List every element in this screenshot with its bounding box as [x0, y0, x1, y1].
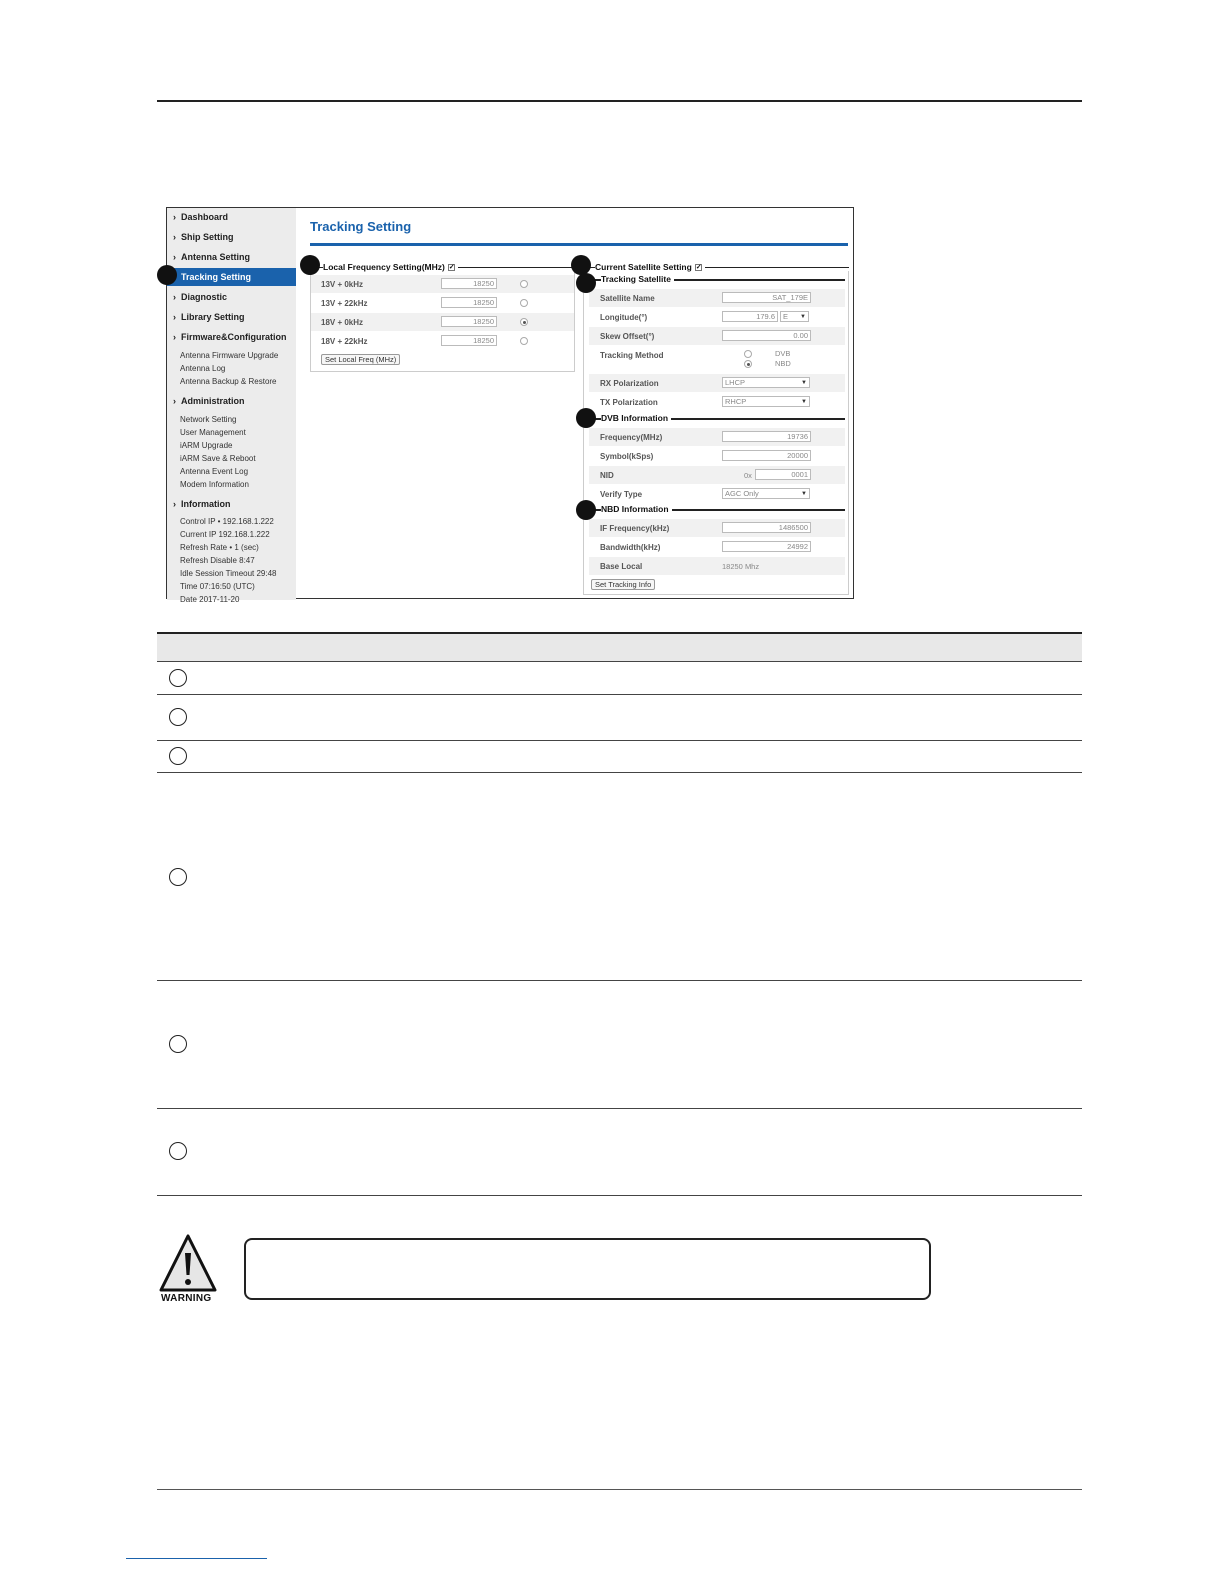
info-line: Refresh Rate • 1 (sec): [180, 543, 259, 552]
rx-polarization-row: RX Polarization LHCP ▼: [589, 374, 845, 392]
header-rule: [157, 100, 1082, 102]
sidebar-item-antenna-setting[interactable]: › Antenna Setting: [167, 248, 296, 266]
local-freq-row: 13V + 22kHz 18250: [311, 294, 574, 312]
tx-polarization-row: TX Polarization RHCP ▼: [589, 393, 845, 411]
local-freq-title: Local Frequency Setting(MHz) ✓: [323, 262, 458, 272]
chevron-right-icon: ›: [173, 232, 176, 242]
sidebar-subitem[interactable]: Network Setting: [180, 415, 237, 424]
sidebar: [167, 208, 296, 604]
tracking-method-row: Tracking Method DVB NBD: [600, 349, 791, 368]
nbd-base-local-row: Base Local 18250 Mhz: [589, 557, 845, 575]
caret-down-icon: ▼: [801, 491, 807, 497]
nbd-bandwidth-row: Bandwidth(kHz) 24992: [589, 538, 845, 556]
chevron-right-icon: ›: [173, 292, 176, 302]
row-number-circle: [169, 868, 187, 886]
footer-rule: [157, 1489, 1082, 1490]
sidebar-item-ship-setting[interactable]: › Ship Setting: [167, 228, 296, 246]
longitude-direction-select[interactable]: E ▼: [780, 311, 809, 322]
local-freq-radio[interactable]: [520, 280, 528, 288]
table-row-divider: [157, 1108, 1082, 1109]
row-number-circle: [169, 669, 187, 687]
sidebar-item-library-setting[interactable]: › Library Setting: [167, 308, 296, 326]
info-line: Refresh Disable 8:47: [180, 556, 255, 565]
skew-row: Skew Offset(°) 0.00: [589, 327, 845, 345]
chevron-right-icon: ›: [173, 212, 176, 222]
table-row-divider: [157, 980, 1082, 981]
set-tracking-info-button[interactable]: Set Tracking Info: [591, 579, 655, 590]
chevron-right-icon: ›: [173, 396, 176, 406]
current-sat-title: Current Satellite Setting ✓: [595, 262, 705, 272]
local-freq-input[interactable]: 18250: [441, 335, 497, 346]
dvb-verify-select[interactable]: AGC Only ▼: [722, 488, 810, 499]
tx-polarization-select[interactable]: RHCP ▼: [722, 396, 810, 407]
sidebar-subitem[interactable]: Modem Information: [180, 480, 249, 489]
row-number-circle: [169, 747, 187, 765]
local-freq-row: 13V + 0kHz 18250: [311, 275, 574, 293]
nbd-information-title: NBD Information: [601, 504, 672, 514]
table-row-divider: [157, 772, 1082, 773]
current-sat-fieldset: [583, 271, 849, 595]
sidebar-item-diagnostic[interactable]: › Diagnostic: [167, 288, 296, 306]
dvb-symbol-row: Symbol(kSps) 20000: [589, 447, 845, 465]
sidebar-subitem[interactable]: User Management: [180, 428, 246, 437]
row-number-circle: [169, 1035, 187, 1053]
callout-marker: [157, 265, 177, 285]
local-freq-radio[interactable]: [520, 299, 528, 307]
nbd-if-row: IF Frequency(kHz) 1486500: [589, 519, 845, 537]
callout-marker: [576, 500, 596, 520]
local-freq-row: 18V + 22kHz 18250: [311, 332, 574, 350]
callout-marker: [571, 255, 591, 275]
caret-down-icon: ▼: [800, 314, 806, 320]
table-row-divider: [157, 740, 1082, 741]
sidebar-subitem[interactable]: Antenna Event Log: [180, 467, 249, 476]
nbd-bandwidth-input[interactable]: 24992: [722, 541, 811, 552]
local-freq-input[interactable]: 18250: [441, 278, 497, 289]
table-row-divider: [157, 661, 1082, 662]
callout-marker: [300, 255, 320, 275]
caret-down-icon: ▼: [801, 399, 807, 405]
row-number-circle: [169, 1142, 187, 1160]
table-row-divider: [157, 694, 1082, 695]
rx-polarization-select[interactable]: LHCP ▼: [722, 377, 810, 388]
footer-link-underline[interactable]: [126, 1558, 267, 1559]
dvb-frequency-input[interactable]: 19736: [722, 431, 811, 442]
sidebar-subitem[interactable]: Antenna Log: [180, 364, 226, 373]
satellite-name-input[interactable]: SAT_179E: [722, 292, 811, 303]
info-line: Control IP • 192.168.1.222: [180, 517, 274, 526]
title-underline: [310, 243, 848, 246]
sidebar-subitem[interactable]: Antenna Firmware Upgrade: [180, 351, 279, 360]
checkbox[interactable]: ✓: [695, 264, 702, 272]
dvb-information-title: DVB Information: [601, 413, 671, 423]
sidebar-subitem[interactable]: Antenna Backup & Restore: [180, 377, 277, 386]
callout-marker: [576, 273, 596, 293]
sidebar-subitem[interactable]: iARM Save & Reboot: [180, 454, 256, 463]
info-line: Time 07:16:50 (UTC): [180, 582, 255, 591]
local-freq-radio[interactable]: [520, 318, 528, 326]
longitude-input[interactable]: 179.6: [722, 311, 778, 322]
dvb-nid-input[interactable]: 0001: [755, 469, 811, 480]
warning-triangle-icon: [158, 1233, 218, 1293]
local-freq-row: 18V + 0kHz 18250: [311, 313, 574, 331]
method-dvb-radio[interactable]: [744, 350, 752, 358]
chevron-right-icon: ›: [173, 499, 176, 509]
chevron-right-icon: ›: [173, 312, 176, 322]
nbd-if-frequency-input[interactable]: 1486500: [722, 522, 811, 533]
sidebar-item-administration[interactable]: › Administration: [167, 392, 296, 410]
dvb-verify-row: Verify Type AGC Only ▼: [589, 485, 845, 503]
caret-down-icon: ▼: [801, 380, 807, 386]
sidebar-item-dashboard[interactable]: › Dashboard: [167, 208, 296, 226]
warning-label: WARNING: [161, 1293, 212, 1304]
sidebar-item-information[interactable]: › Information: [167, 495, 296, 513]
method-nbd-radio[interactable]: [744, 360, 752, 368]
table-header: [157, 632, 1082, 662]
satellite-name-row: Satellite Name SAT_179E: [589, 289, 845, 307]
info-line: Current IP 192.168.1.222: [180, 530, 270, 539]
web-ui-screenshot: [166, 207, 854, 604]
page-title: Tracking Setting: [310, 219, 412, 234]
sidebar-item-tracking-setting[interactable]: Tracking Setting: [167, 268, 296, 286]
dvb-nid-row: NID 0x 0001: [589, 466, 845, 484]
sidebar-item-firmware-config[interactable]: › Firmware&Configuration: [167, 328, 296, 346]
table-row-divider: [157, 1195, 1082, 1196]
info-line: Date 2017-11-20: [180, 595, 240, 604]
local-freq-fieldset: [310, 271, 575, 372]
tracking-satellite-title: Tracking Satellite: [601, 274, 674, 284]
checkbox[interactable]: ✓: [448, 264, 455, 272]
chevron-right-icon: ›: [173, 252, 176, 262]
row-number-circle: [169, 708, 187, 726]
local-freq-input[interactable]: 18250: [441, 297, 497, 308]
info-line: Idle Session Timeout 29:48: [180, 569, 277, 578]
dvb-frequency-row: Frequency(MHz) 19736: [589, 428, 845, 446]
local-freq-radio[interactable]: [520, 337, 528, 345]
sidebar-subitem[interactable]: iARM Upgrade: [180, 441, 233, 450]
skew-offset-input[interactable]: 0.00: [722, 330, 811, 341]
local-freq-input[interactable]: 18250: [441, 316, 497, 327]
warning-box: [244, 1238, 931, 1300]
chevron-right-icon: ›: [173, 332, 176, 342]
set-local-freq-button[interactable]: Set Local Freq (MHz): [321, 354, 400, 365]
callout-marker: [576, 408, 596, 428]
longitude-row: Longitude(°) 179.6 E ▼: [589, 308, 845, 326]
dvb-symbol-input[interactable]: 20000: [722, 450, 811, 461]
